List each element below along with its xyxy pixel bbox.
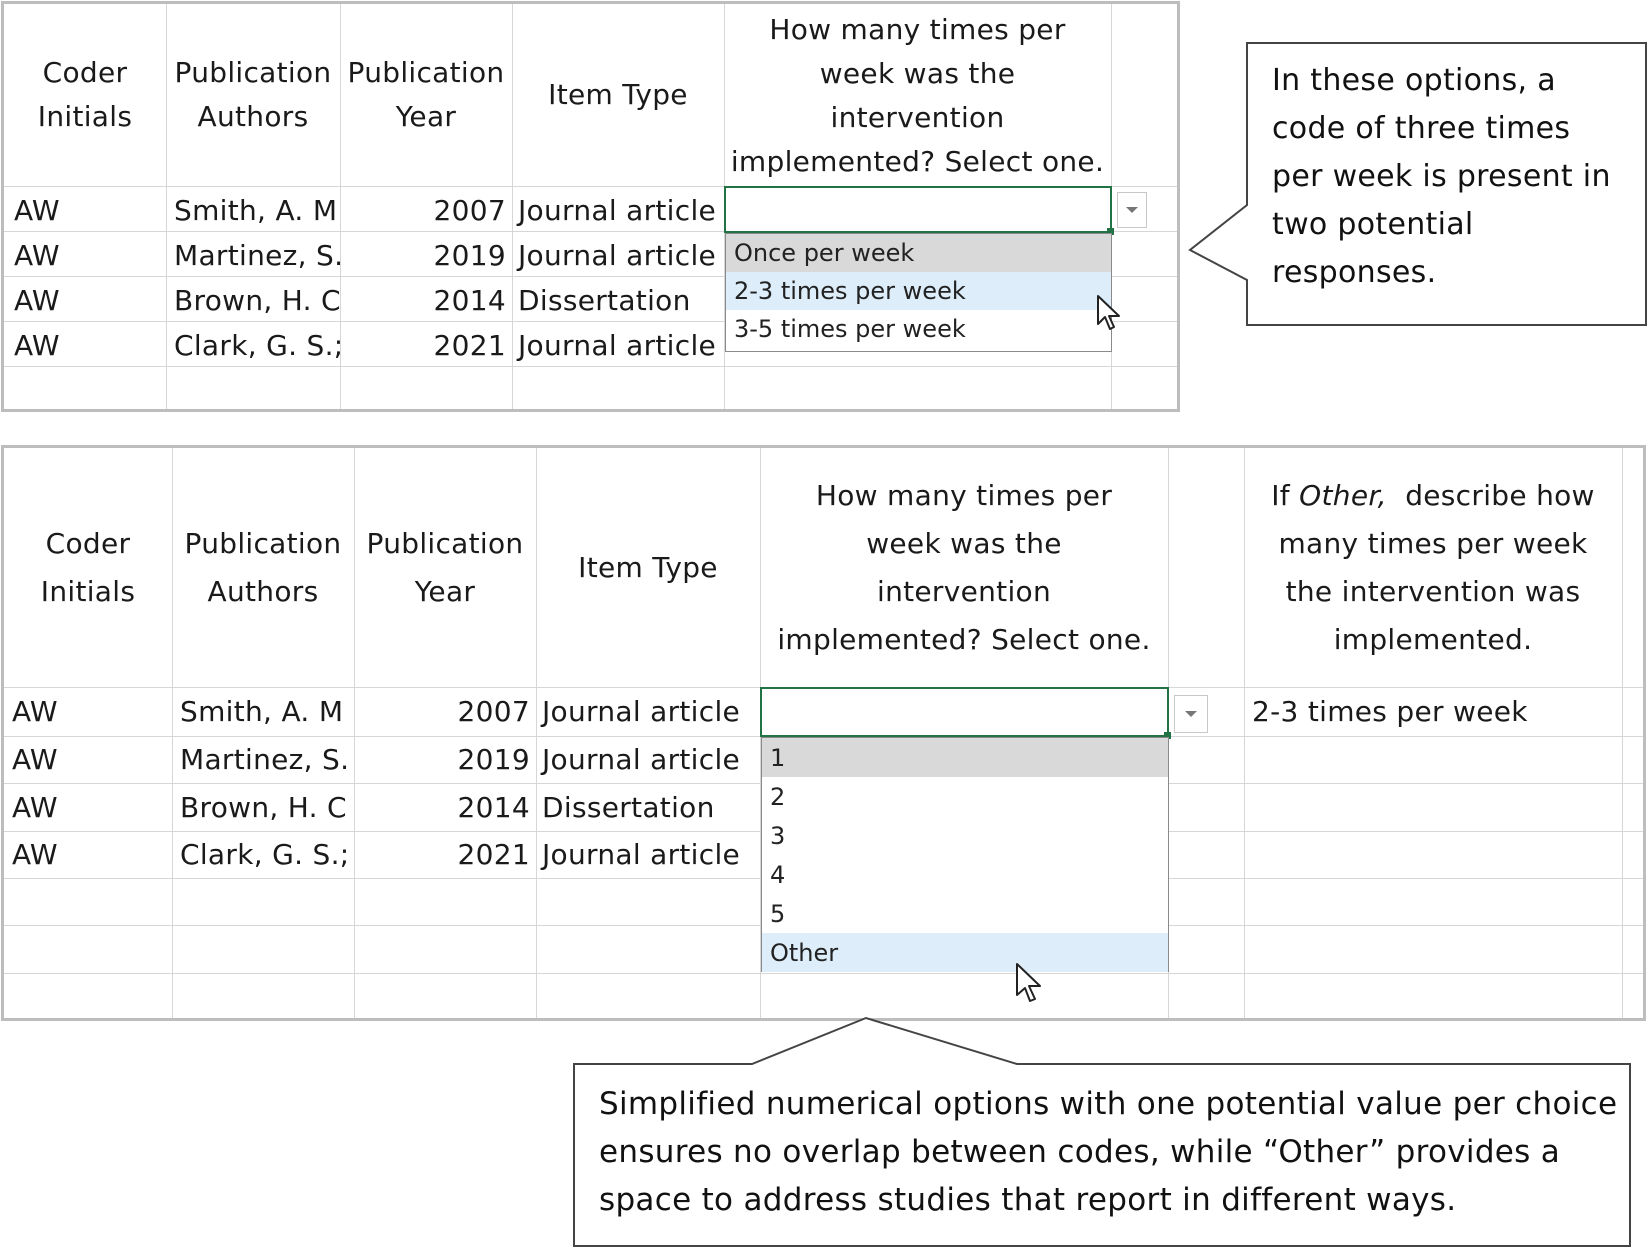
cell-coder[interactable]: AW (14, 329, 60, 362)
top-spreadsheet (1, 1, 1180, 412)
dropdown-button[interactable] (1117, 192, 1147, 228)
dropdown-option[interactable]: Once per week (726, 234, 1111, 272)
header-item-type: Item Type (548, 78, 688, 111)
chevron-down-icon (1126, 207, 1138, 213)
chevron-down-icon (1185, 711, 1197, 717)
grid-line (4, 973, 1643, 974)
cell-coder[interactable]: AW (12, 791, 58, 824)
header-coder-initials: Coder Initials (40, 526, 136, 608)
cell-year[interactable]: 2014 (457, 791, 530, 824)
header-publication-authors: Publication Authors (174, 56, 332, 133)
header-item-type: Item Type (578, 550, 718, 584)
cell-coder[interactable]: AW (12, 838, 58, 871)
header-publication-year: Publication Year (347, 56, 505, 133)
cell-coder[interactable]: AW (14, 194, 60, 227)
header-publication-authors: Publication Authors (184, 526, 342, 608)
cell-year[interactable]: 2021 (457, 838, 530, 871)
cell-author[interactable]: Clark, G. S.; (180, 838, 350, 871)
dropdown-option[interactable]: 2-3 times per week (726, 272, 1111, 310)
header-frequency-question: How many times per week was the intervention implemented? Select one. (730, 13, 1105, 178)
cell-item-type[interactable]: Journal article (518, 239, 717, 272)
dropdown-option[interactable]: 3 (770, 821, 786, 850)
mouse-pointer-icon (1096, 294, 1122, 334)
cell-item-type[interactable]: Journal article (518, 329, 717, 362)
header-publication-year: Publication Year (366, 526, 524, 608)
bottom-spreadsheet (1, 445, 1646, 1021)
cell-year[interactable]: 2021 (433, 329, 506, 362)
cell-author[interactable]: Smith, A. M (180, 695, 344, 728)
dropdown-list (761, 737, 1169, 972)
cell-other-description[interactable]: 2-3 times per week (1252, 695, 1528, 728)
dropdown-option[interactable]: 2 (770, 782, 786, 811)
cell-author[interactable]: Martinez, S. (180, 743, 350, 776)
cell-item-type[interactable]: Journal article (542, 743, 741, 776)
dropdown-option[interactable]: 5 (770, 899, 786, 928)
cell-coder[interactable]: AW (12, 695, 58, 728)
cell-item-type[interactable]: Dissertation (518, 284, 691, 317)
cell-author[interactable]: Smith, A. M (174, 194, 338, 227)
cell-coder[interactable]: AW (14, 239, 60, 272)
cell-author[interactable]: Martinez, S. (174, 239, 344, 272)
active-cell-frequency[interactable] (760, 687, 1169, 737)
top-callout-text: In these options, a code of three times per week is present in two potential responses. (1272, 63, 1611, 290)
dropdown-option[interactable]: 3-5 times per week (734, 315, 966, 343)
grid-line (4, 366, 1177, 367)
dropdown-list (725, 233, 1112, 352)
active-cell-frequency[interactable] (724, 186, 1112, 233)
cell-item-type[interactable]: Journal article (518, 194, 717, 227)
cell-year[interactable]: 2007 (433, 194, 506, 227)
header-coder-initials: Coder Initials (37, 56, 133, 133)
cell-item-type[interactable]: Journal article (542, 838, 741, 871)
dropdown-option[interactable]: 4 (770, 860, 786, 889)
cell-item-type[interactable]: Journal article (542, 695, 741, 728)
cell-author[interactable]: Brown, H. C (180, 791, 347, 824)
cell-year[interactable]: 2007 (457, 695, 530, 728)
cell-coder[interactable]: AW (12, 743, 58, 776)
cell-year[interactable]: 2019 (433, 239, 506, 272)
cell-author[interactable]: Brown, H. C (174, 284, 341, 317)
mouse-pointer-icon (1015, 962, 1045, 1006)
dropdown-option[interactable]: Other (762, 933, 1168, 972)
cell-coder[interactable]: AW (14, 284, 60, 317)
header-frequency-question: How many times per week was the intervention implemented? Select one. (777, 478, 1151, 656)
grid-line (1622, 448, 1623, 1018)
header-other-description: If Other, describe how many times per week the intervention was implemented. (1271, 478, 1595, 656)
cell-year[interactable]: 2014 (433, 284, 506, 317)
cell-year[interactable]: 2019 (457, 743, 530, 776)
dropdown-option[interactable]: 1 (762, 738, 1168, 777)
bottom-callout-text: Simplified numerical options with one potential value per choice ensures no overlap between codes, while “Other” provides a space to address studies that report in different ways. (599, 1086, 1618, 1218)
cell-item-type[interactable]: Dissertation (542, 791, 715, 824)
cell-author[interactable]: Clark, G. S.; (174, 329, 344, 362)
dropdown-button[interactable] (1174, 695, 1208, 733)
